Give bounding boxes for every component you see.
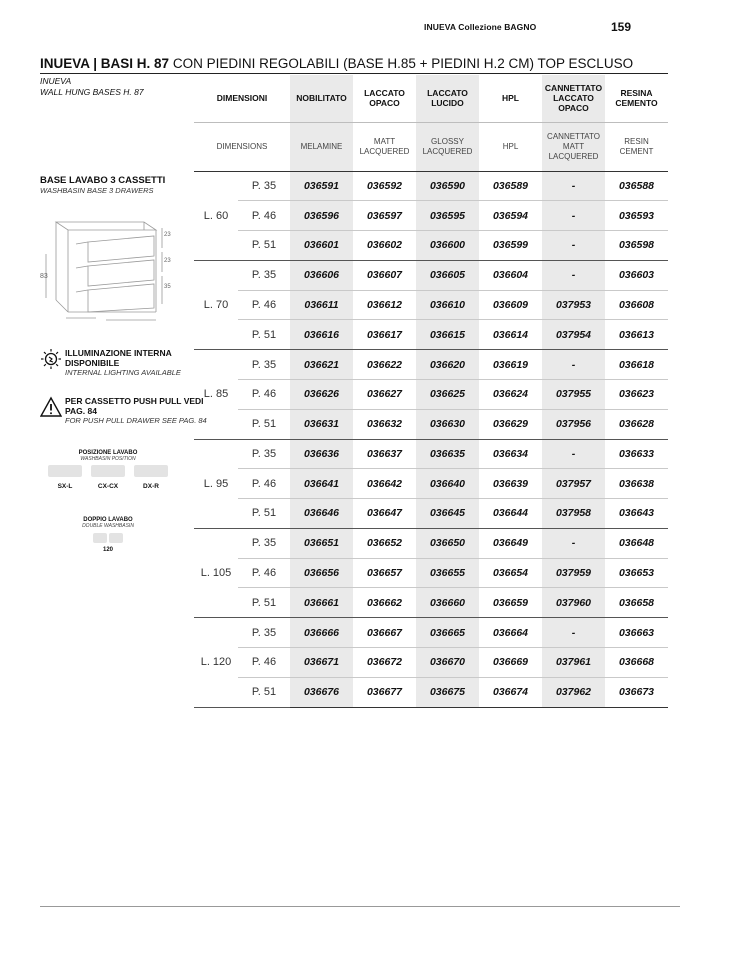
width-label: L. 85 xyxy=(203,388,229,401)
article-code: 036631 xyxy=(290,409,353,439)
article-code: 036659 xyxy=(479,588,542,618)
article-code: 036611 xyxy=(290,290,353,320)
depth-label: P. 35 xyxy=(238,350,290,380)
col-header-laccato-opaco: LACCATO OPACO xyxy=(353,75,416,122)
article-code: 036613 xyxy=(605,320,668,350)
article-code: 037962 xyxy=(542,677,605,707)
article-code: 036633 xyxy=(605,439,668,469)
article-code: 036647 xyxy=(353,499,416,529)
col-header-nobilitato: NOBILITATO xyxy=(290,75,353,122)
article-code: 036630 xyxy=(416,409,479,439)
dimension-group xyxy=(194,260,290,349)
title-rest: CON PIEDINI REGOLABILI (BASE H.85 + PIEDINI H.2 CM) TOP ESCLUSO xyxy=(169,56,634,71)
article-code: 037960 xyxy=(542,588,605,618)
col-sub-dimensions: DIMENSIONS xyxy=(194,122,290,171)
article-code: 036657 xyxy=(353,558,416,588)
article-code: 036615 xyxy=(416,320,479,350)
article-code: 036660 xyxy=(416,588,479,618)
article-code: 036636 xyxy=(290,439,353,469)
width-label: L. 60 xyxy=(203,209,229,222)
push-pull-sub: FOR PUSH PULL DRAWER SEE PAG. 84 xyxy=(65,416,207,425)
depth-label: P. 35 xyxy=(238,440,290,470)
article-code: 036642 xyxy=(353,469,416,499)
article-code: 036676 xyxy=(290,677,353,707)
article-code: 036671 xyxy=(290,648,353,678)
article-code: 036616 xyxy=(290,320,353,350)
lighting-sub: INTERNAL LIGHTING AVAILABLE xyxy=(65,368,181,377)
position-sub: WASHBASIN POSITION xyxy=(80,456,136,462)
col-header-hpl: HPL xyxy=(479,75,542,122)
article-code: 036614 xyxy=(479,320,542,350)
drawer-1 xyxy=(88,236,154,262)
article-code: 037961 xyxy=(542,648,605,678)
depth-label: P. 35 xyxy=(238,172,290,202)
depth-label: P. 35 xyxy=(238,261,290,291)
width-label: L. 120 xyxy=(200,656,232,669)
article-code: 037959 xyxy=(542,558,605,588)
article-code: 036627 xyxy=(353,379,416,409)
article-code: 036635 xyxy=(416,439,479,469)
col-sub-hpl: HPL xyxy=(479,122,542,171)
width-label: L. 70 xyxy=(203,299,229,312)
article-code: 036638 xyxy=(605,469,668,499)
article-code: 036602 xyxy=(353,231,416,261)
article-code: 037958 xyxy=(542,499,605,529)
article-code: 036646 xyxy=(290,499,353,529)
depth-label: P. 46 xyxy=(238,559,290,589)
table-row xyxy=(194,528,668,558)
article-code: 036625 xyxy=(416,379,479,409)
article-code: 037957 xyxy=(542,469,605,499)
article-code: 036589 xyxy=(479,171,542,201)
position-title: POSIZIONE LAVABO xyxy=(78,450,138,456)
depth-label: P. 46 xyxy=(238,380,290,410)
depth-label: P. 46 xyxy=(238,291,290,321)
article-code: 036653 xyxy=(605,558,668,588)
article-code: 036628 xyxy=(605,409,668,439)
dimension-group xyxy=(194,528,290,617)
article-code: 036645 xyxy=(416,499,479,529)
depth-label: P. 51 xyxy=(251,328,277,341)
col-sub-glossy: GLOSSY LACQUERED xyxy=(416,122,479,171)
position-left: SX-L xyxy=(48,465,82,490)
article-code: 036607 xyxy=(353,260,416,290)
article-code: 037954 xyxy=(542,320,605,350)
width-label: L. 105 xyxy=(200,567,232,580)
article-code: - xyxy=(542,260,605,290)
article-code: 036644 xyxy=(479,499,542,529)
article-code: 036675 xyxy=(416,677,479,707)
col-sub-melamine: MELAMINE xyxy=(290,122,353,171)
article-code: 036641 xyxy=(290,469,353,499)
article-code: 036621 xyxy=(290,350,353,380)
position-center: CX-CX xyxy=(91,465,125,490)
article-code: 036654 xyxy=(479,558,542,588)
article-code: 036670 xyxy=(416,648,479,678)
article-code: 036643 xyxy=(605,499,668,529)
lightbulb-icon xyxy=(40,348,62,370)
double-title: DOPPIO LAVABO xyxy=(83,517,133,523)
article-code: - xyxy=(542,171,605,201)
article-code: 036594 xyxy=(479,201,542,231)
title-bold: INUEVA | BASI H. 87 xyxy=(40,56,170,71)
article-code: - xyxy=(542,201,605,231)
page-number: 159 xyxy=(611,20,632,34)
dimension-group xyxy=(194,618,290,707)
title-divider xyxy=(40,73,668,74)
header-row-en xyxy=(194,122,668,171)
article-code: 036609 xyxy=(479,290,542,320)
table-row xyxy=(194,439,668,469)
price-code-table xyxy=(194,75,668,708)
depth-label: P. 35 xyxy=(238,529,290,559)
article-code: 036593 xyxy=(605,201,668,231)
article-code: 036652 xyxy=(353,528,416,558)
dimension-group xyxy=(194,439,290,528)
article-code: 036656 xyxy=(290,558,353,588)
article-code: 036600 xyxy=(416,231,479,261)
article-code: 036666 xyxy=(290,618,353,648)
double-size: 120 xyxy=(102,547,113,553)
article-code: 036658 xyxy=(605,588,668,618)
article-code: 036592 xyxy=(353,171,416,201)
article-code: 036669 xyxy=(479,648,542,678)
col-header-resina: RESINA CEMENTO xyxy=(605,75,668,122)
col-header-dimensions: DIMENSIONI xyxy=(194,75,290,122)
cabinet-top xyxy=(56,222,156,230)
article-code: - xyxy=(542,231,605,261)
product-title: BASE LAVABO 3 CASSETTI xyxy=(40,175,166,186)
article-code: 037953 xyxy=(542,290,605,320)
product-subtitle: WASHBASIN BASE 3 DRAWERS xyxy=(40,186,154,195)
article-code: 036629 xyxy=(479,409,542,439)
brand-label xyxy=(40,76,144,98)
article-code: 036649 xyxy=(479,528,542,558)
brand-sub: WALL HUNG BASES H. 87 xyxy=(40,87,144,97)
col-sub-cannettato: CANNETTATO MATT LACQUERED xyxy=(542,122,605,171)
dimension-group xyxy=(194,171,290,260)
header-row-it xyxy=(194,75,668,122)
article-code: 036632 xyxy=(353,409,416,439)
page-title xyxy=(40,56,680,71)
article-code: 036619 xyxy=(479,350,542,380)
article-code: 036672 xyxy=(353,648,416,678)
article-code: 036651 xyxy=(290,528,353,558)
col-sub-matt: MATT LACQUERED xyxy=(353,122,416,171)
warning-icon xyxy=(40,396,62,418)
article-code: 036674 xyxy=(479,677,542,707)
col-sub-resin: RESIN CEMENT xyxy=(605,122,668,171)
article-code: 036640 xyxy=(416,469,479,499)
article-code: 036624 xyxy=(479,379,542,409)
article-code: 036603 xyxy=(605,260,668,290)
article-code: 036612 xyxy=(353,290,416,320)
footer-divider xyxy=(40,906,680,907)
table-row xyxy=(194,171,668,201)
article-code: 037955 xyxy=(542,379,605,409)
article-code: 036596 xyxy=(290,201,353,231)
article-code: 036608 xyxy=(605,290,668,320)
drawing-d2: 23 xyxy=(164,258,171,264)
depth-label: P. 46 xyxy=(238,201,290,231)
article-code: 036637 xyxy=(353,439,416,469)
article-code: 036605 xyxy=(416,260,479,290)
depth-label: P. 35 xyxy=(238,618,290,648)
lighting-title: ILLUMINAZIONE INTERNA DISPONIBILE xyxy=(65,348,172,368)
article-code: 036664 xyxy=(479,618,542,648)
drawing-d3: 35 xyxy=(164,284,171,290)
table-row xyxy=(194,260,668,290)
depth-label: P. 51 xyxy=(251,596,277,609)
article-code: - xyxy=(542,350,605,380)
col-header-laccato-lucido: LACCATO LUCIDO xyxy=(416,75,479,122)
article-code: 036623 xyxy=(605,379,668,409)
depth-label: P. 51 xyxy=(251,507,277,520)
article-code: 036677 xyxy=(353,677,416,707)
depth-label: P. 46 xyxy=(238,648,290,678)
depth-label: P. 51 xyxy=(251,239,277,252)
article-code: 036655 xyxy=(416,558,479,588)
article-code: 036620 xyxy=(416,350,479,380)
article-code: 036610 xyxy=(416,290,479,320)
drawing-height: 83 xyxy=(40,273,48,280)
drawer-2 xyxy=(88,260,154,286)
table-row xyxy=(194,350,668,380)
article-code: 036667 xyxy=(353,618,416,648)
article-code: 036663 xyxy=(605,618,668,648)
article-code: 036590 xyxy=(416,171,479,201)
article-code: 036626 xyxy=(290,379,353,409)
article-code: - xyxy=(542,618,605,648)
article-code: 036618 xyxy=(605,350,668,380)
article-code: 036601 xyxy=(290,231,353,261)
cabinet-drawing xyxy=(36,214,176,326)
position-right: DX-R xyxy=(134,465,168,490)
double-sub: DOUBLE WASHBASIN xyxy=(82,523,134,529)
article-code: 036591 xyxy=(290,171,353,201)
article-code: 036648 xyxy=(605,528,668,558)
article-code: 036661 xyxy=(290,588,353,618)
article-code: 036668 xyxy=(605,648,668,678)
article-code: 036588 xyxy=(605,171,668,201)
article-code: - xyxy=(542,439,605,469)
article-code: 036606 xyxy=(290,260,353,290)
push-pull-title: PER CASSETTO PUSH PULL VEDI PAG. 84 xyxy=(65,396,204,416)
article-code: 037956 xyxy=(542,409,605,439)
article-code: 036639 xyxy=(479,469,542,499)
article-code: 036673 xyxy=(605,677,668,707)
article-code: - xyxy=(542,528,605,558)
double-washbasin xyxy=(76,517,140,553)
collection-header: INUEVA Collezione BAGNO xyxy=(424,22,537,32)
drawer-3 xyxy=(88,284,154,312)
depth-label: P. 46 xyxy=(238,469,290,499)
article-code: 036599 xyxy=(479,231,542,261)
col-header-cannettato: CANNETTATO LACCATO OPACO xyxy=(542,75,605,122)
article-code: 036665 xyxy=(416,618,479,648)
depth-label: P. 51 xyxy=(251,686,277,699)
article-code: 036598 xyxy=(605,231,668,261)
drawing-d1: 23 xyxy=(164,232,171,238)
brand-name: INUEVA xyxy=(40,76,72,86)
article-code: 036622 xyxy=(353,350,416,380)
article-code: 036597 xyxy=(353,201,416,231)
depth-label: P. 51 xyxy=(251,418,277,431)
article-code: 036604 xyxy=(479,260,542,290)
table-row xyxy=(194,618,668,648)
article-code: 036617 xyxy=(353,320,416,350)
article-code: 036595 xyxy=(416,201,479,231)
article-code: 036634 xyxy=(479,439,542,469)
width-label: L. 95 xyxy=(203,477,229,490)
article-code: 036662 xyxy=(353,588,416,618)
article-code: 036650 xyxy=(416,528,479,558)
washbasin-position xyxy=(48,450,168,490)
